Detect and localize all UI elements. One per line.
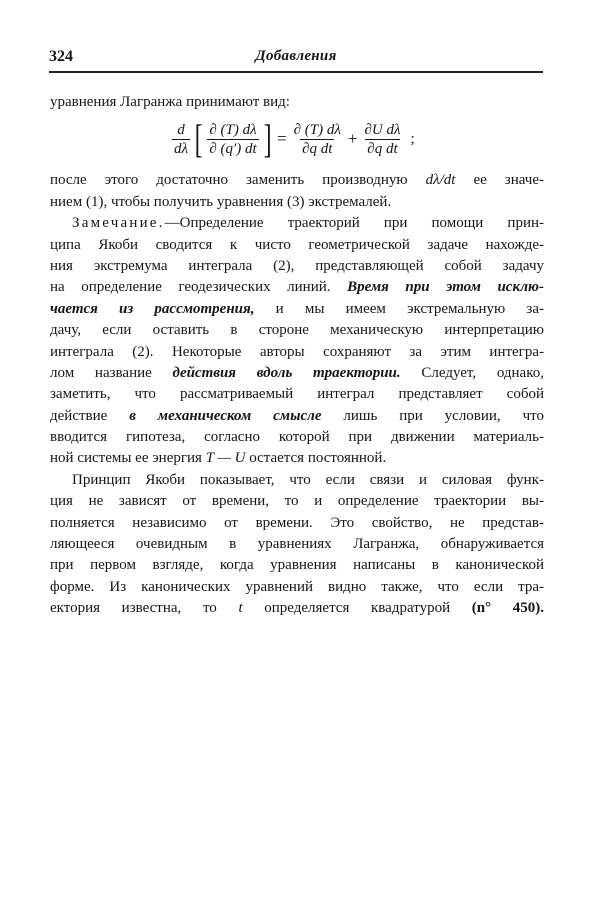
lagrange-equation	[50, 114, 544, 164]
text-line: чается из рассмотрения, и мы имеем экстремальную за-	[50, 300, 544, 317]
text-line: вводится гипотеза, согласно которой при движении материаль-	[50, 429, 544, 446]
text-line: действие в механическом смысле лишь при условии, что	[50, 407, 544, 424]
text-line: Принцип Якоби показывает, что если связи и силовая функ-	[72, 471, 544, 488]
text-line: интеграла (2). Некоторые авторы сохраняют за этим интегра-	[50, 343, 544, 360]
fraction-partial-t-q: $\frac{\partial (T) d\lambda}{\text{∂q dt}}$	[293, 121, 341, 157]
left-bracket: [	[194, 116, 203, 162]
intro-line: уравнения Лагранжа принимают вид:	[50, 94, 290, 110]
text-line: ния экстремума интеграла (2), представляющей собой задачу	[50, 257, 544, 274]
text-line: форме. Из канонических уравнений видно также, что если тра-	[50, 578, 544, 595]
right-bracket: ]	[263, 116, 272, 162]
running-title: Добавления	[255, 48, 337, 64]
plus-sign: +	[347, 129, 358, 149]
text-line: заметить, что рассматриваемый интеграл представляет собой	[50, 386, 544, 403]
text-line: ципа Якоби сводится к чисто геометрической задаче нахожде-	[50, 236, 544, 253]
remark-heading: Замечание.	[72, 215, 165, 232]
text-line: ция не зависят от времени, то и определение траектории вы-	[50, 493, 544, 510]
equation-end: ;	[410, 130, 415, 147]
fraction-d-dlambda: $\frac{d}{d\lambda}$	[174, 121, 188, 157]
text-line: ектория известна, то t определяется квадратурой (n° 450).	[50, 600, 544, 617]
text-line: ляющееся очевидным в уравнениях Лагранжа, обнаруживается	[50, 536, 544, 553]
text-line: при первом взгляде, когда уравнения написаны в канонической	[50, 557, 544, 574]
text-line: нием (1), чтобы получить уравнения (3) экстремалей.	[50, 193, 392, 210]
page-number: 324	[49, 48, 73, 65]
text-line: полняется независимо от времени. Это свойство, не представ-	[50, 514, 544, 531]
page-body	[50, 92, 544, 620]
fraction-partial-u-q: $\frac{\text{∂U dλ}}{\text{∂q dt}}$	[364, 121, 401, 157]
page-header	[49, 48, 543, 70]
section-reference: (n° 450).	[471, 600, 544, 617]
text-line: Замечание.—Определение траекторий при помощи прин-	[72, 215, 544, 232]
text-line: на определение геодезических линий. Время при этом исклю-	[50, 279, 544, 296]
text-line: дачу, если оставить в стороне механическую интерпретацию	[50, 322, 544, 339]
text-line: после этого достаточно заменить производную dλ/dt ее значе-	[50, 172, 544, 189]
text-line: ной системы ее энергия T — U остается постоянной.	[50, 450, 387, 467]
equals-sign: =	[277, 129, 287, 149]
header-rule	[49, 71, 543, 73]
fraction-partial-t-qprime: $\frac{\partial (T) d\lambda}{\partial (q') dt}$	[209, 121, 257, 157]
text-line: лом название действия вдоль траектории. Следует, однако,	[50, 364, 544, 381]
